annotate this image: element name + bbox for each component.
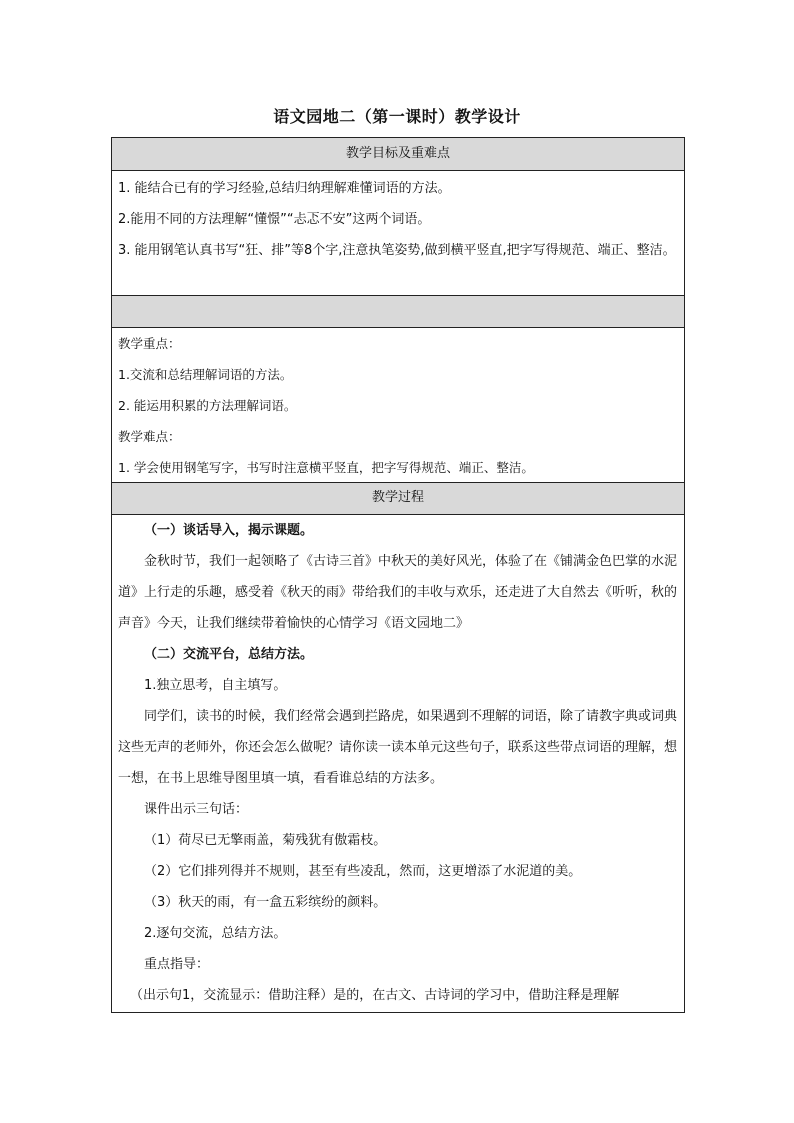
step1-text: 金秋时节，我们一起领略了《古诗三首》中秋天的美好风光，体验了在《铺满金色巴掌的水泥道》上行走的乐趣，感受着《秋天的雨》带给我们的丰收与欢乐，还走进了大自然去《听听，秋的声音》今天，让我们继续带着愉快的心情学习《语文园地二》 [118,554,678,631]
section-header-process: 教学过程 [112,483,684,515]
lesson-table [111,137,685,1013]
sub-step-2: 2.逐句交流，总结方法。 [144,926,287,941]
objective-item: 3. 能用钢笔认真书写“狂、排”等8个字,注意执笔姿势,做到横平竖直,把字写得规范、端正、整洁。 [118,243,676,258]
page-title: 语文园地二（第一课时）教学设计 [273,107,521,126]
objective-item: 1. 能结合已有的学习经验,总结归纳理解难懂词语的方法。 [118,181,451,196]
key-points-cell [112,328,684,483]
difficulty-label: 教学难点： [118,429,181,444]
last-line: （出示句1，交流显示：借助注释）是的，在古文、古诗词的学习中，借助注释是理解 [130,988,620,1003]
difficulty-item: 1. 学会使用钢笔写字，书写时注意横平竖直，把字写得规范、端正、整洁。 [118,460,534,475]
objectives-cell [112,171,684,296]
sub-step-1-text: 同学们，读书的时候，我们经常会遇到拦路虎，如果遇到不理解的词语，除了请教字典或词典这些无声的老师外，你还会怎么做呢？请你读一读本单元这些句子，联系这些带点词语的理解，想一想，在书上思维导图里填一填，看看谁总结的方法多。 [118,709,678,786]
sub-step-1: 1.独立思考，自主填写。 [144,678,287,693]
step1-title: （一）谈话导入，揭示课题。 [144,523,314,538]
section-header-empty [112,296,684,328]
key-points-label: 教学重点： [118,336,181,351]
key-point-item: 2. 能运用积累的方法理解词语。 [118,398,297,413]
step2-title: （二）交流平台，总结方法。 [144,647,314,662]
section-header-objectives: 教学目标及重难点 [112,138,684,171]
courseware-label: 课件出示三句话： [144,802,249,817]
sentence-item: （2）它们排列得并不规则，甚至有些凌乱，然而，这更增添了水泥道的美。 [144,864,582,879]
objective-item: 2.能用不同的方法理解“懂憬”“忐忑不安”这两个词语。 [118,212,431,227]
key-point-item: 1.交流和总结理解词语的方法。 [118,367,293,382]
sentence-item: （3）秋天的雨，有一盒五彩缤纷的颜料。 [144,895,387,910]
sentence-item: （1）荷尽已无擎雨盖，菊残犹有傲霜枝。 [144,833,387,848]
focus-label: 重点指导： [144,957,210,972]
process-cell [112,515,684,1011]
